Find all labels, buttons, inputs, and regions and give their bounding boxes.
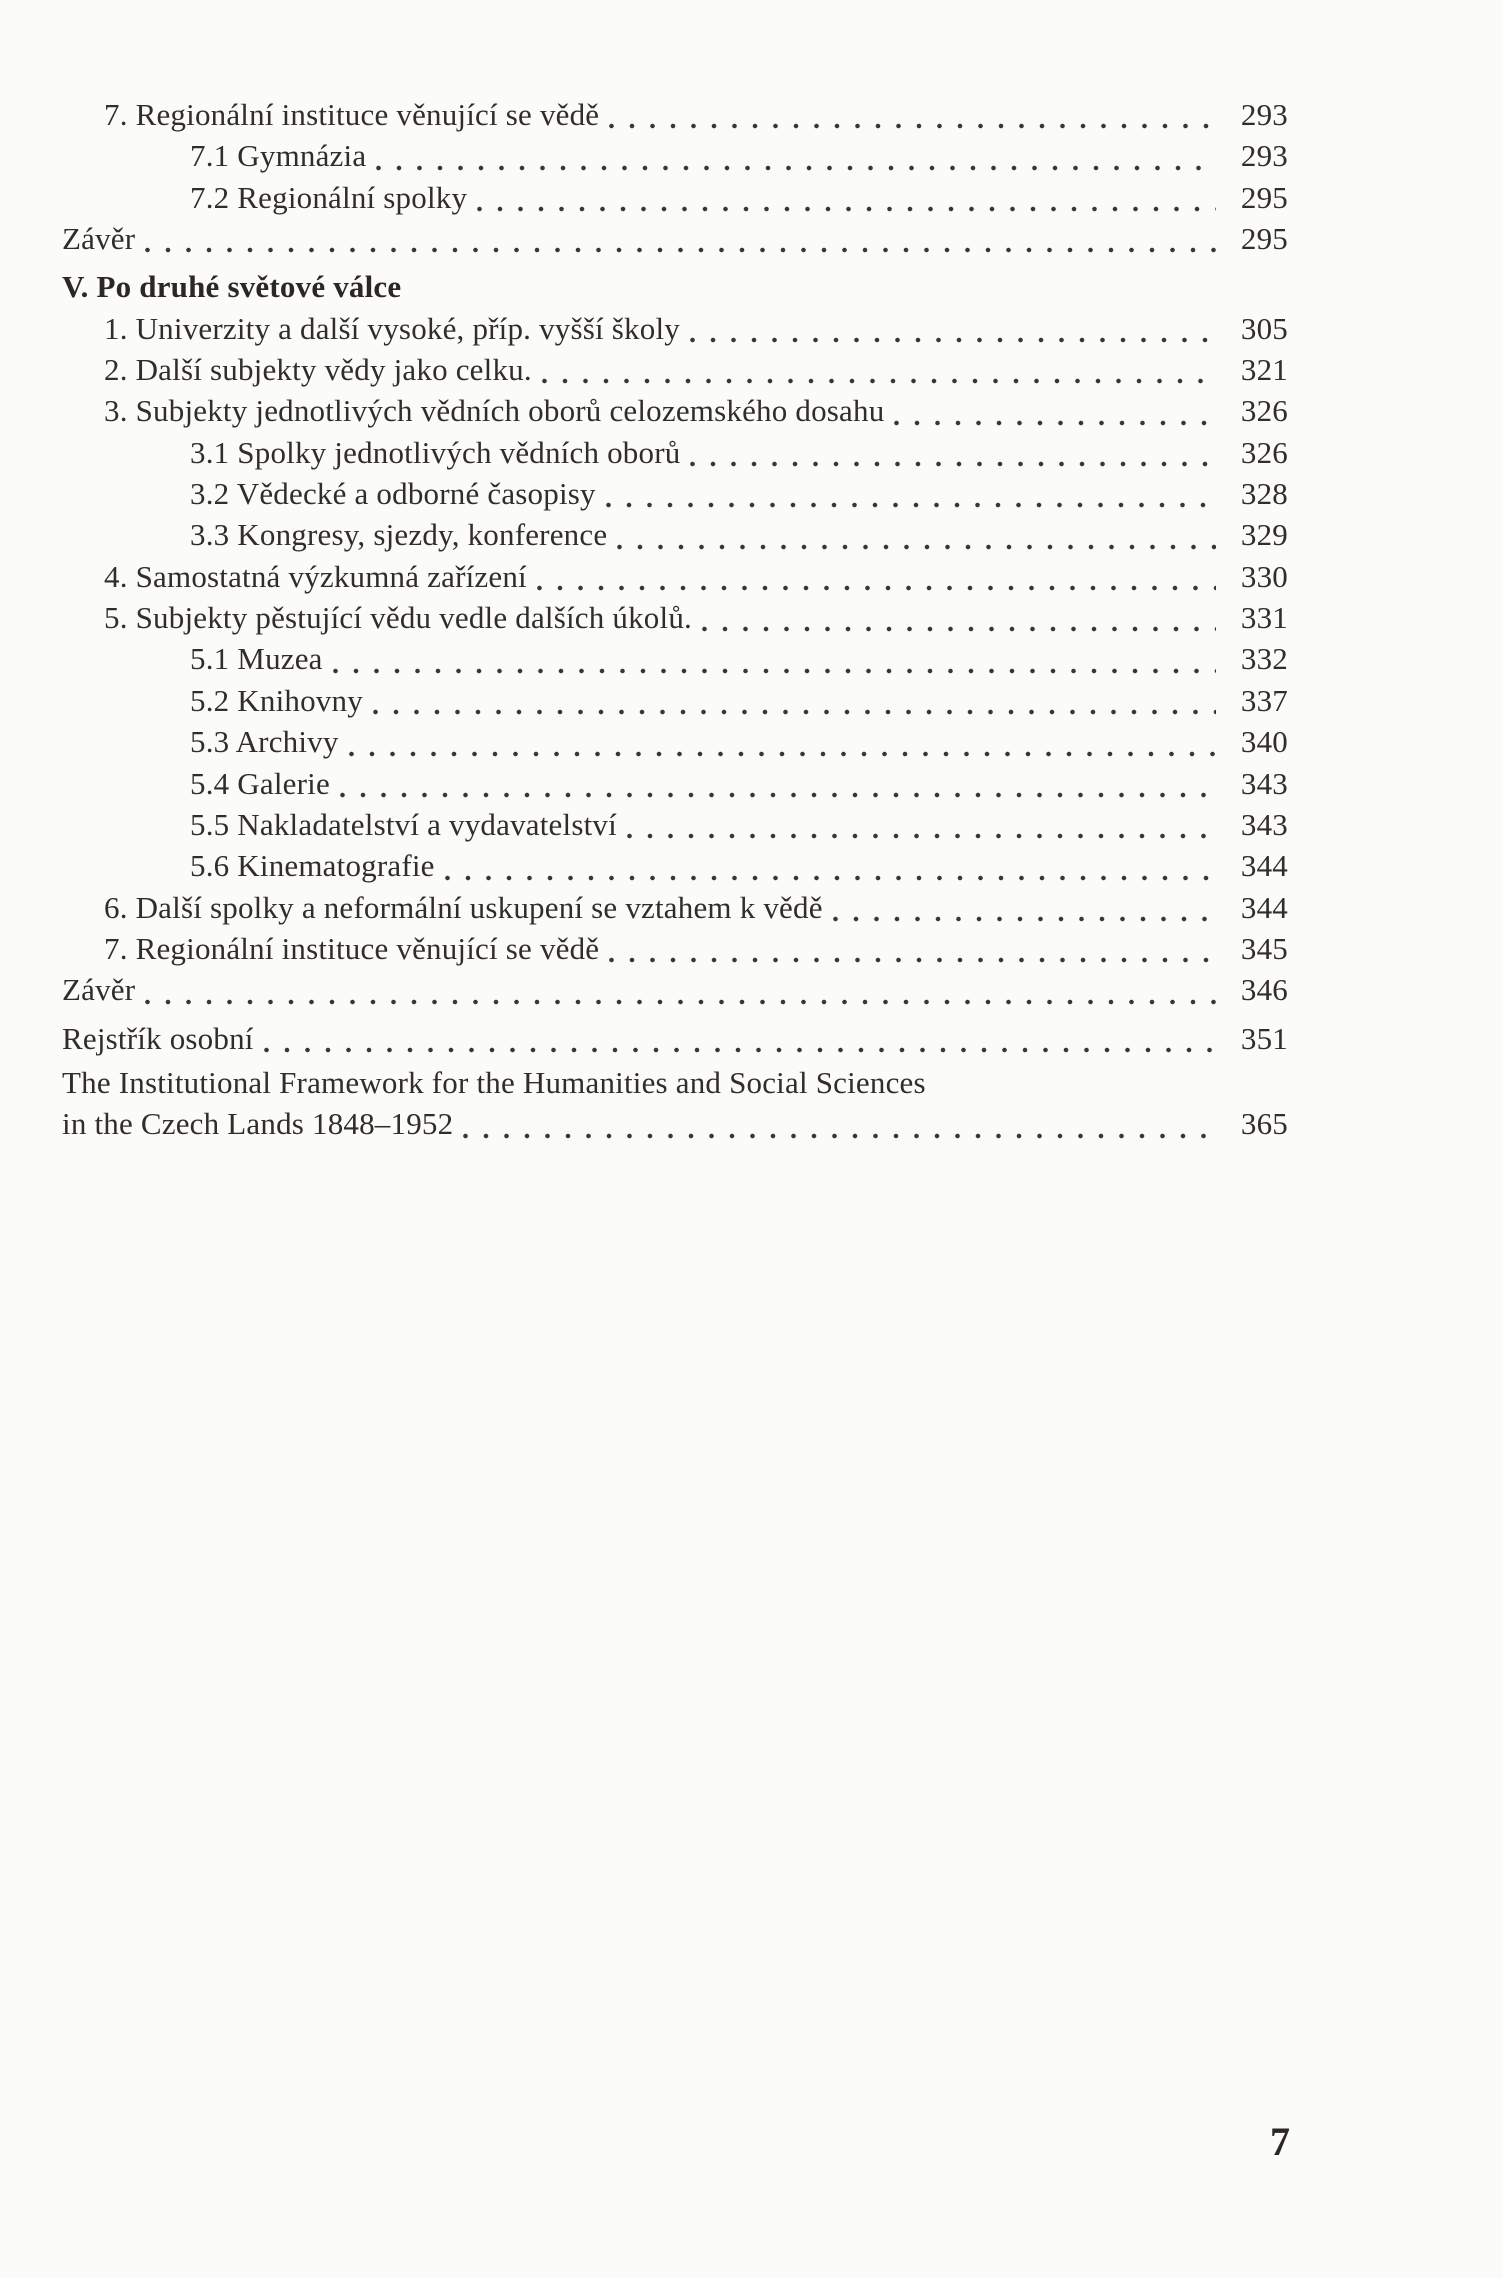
toc-entry — [62, 597, 1288, 638]
toc-entry-label: 7. Regionální instituce věnující se vědě — [104, 930, 600, 966]
toc-entry-label: Závěr — [62, 221, 136, 257]
toc-entry-label: 5. Subjekty pěstující vědu vedle dalších úkolů. — [104, 600, 692, 636]
toc-entry — [62, 638, 1288, 679]
toc-entry-label: 3. Subjekty jednotlivých vědních oborů celozemského dosahu — [104, 393, 885, 429]
toc-entry — [62, 804, 1288, 845]
toc-entry — [62, 969, 1288, 1010]
toc-entry-label: 5.6 Kinematografie — [190, 848, 435, 884]
toc-entry — [62, 556, 1288, 597]
dot-leader — [626, 828, 1216, 840]
dot-leader — [462, 1128, 1216, 1140]
toc-entry-page-number: 305 — [1240, 310, 1288, 346]
toc-entry-label: 2. Další subjekty vědy jako celku. — [104, 352, 532, 388]
toc-entry — [62, 218, 1288, 259]
table-of-contents — [62, 94, 1288, 1145]
toc-entry-page-number: 344 — [1240, 889, 1288, 925]
toc-section-heading — [62, 266, 1288, 307]
toc-entry-label: Rejstřík osobní — [62, 1020, 254, 1056]
toc-entry — [62, 432, 1288, 473]
toc-entry — [62, 514, 1288, 555]
dot-leader — [832, 911, 1216, 923]
toc-entry — [62, 473, 1288, 514]
toc-entry-label: 5.2 Knihovny — [190, 682, 363, 718]
dot-leader — [536, 580, 1216, 592]
toc-entry-label: 7.2 Regionální spolky — [190, 179, 468, 215]
toc-entry-label: 7.1 Gymnázia — [190, 138, 367, 174]
dot-leader — [263, 1042, 1216, 1054]
dot-leader — [608, 118, 1216, 130]
page-number-footer: 7 — [1270, 2119, 1290, 2164]
toc-entry — [62, 1103, 1288, 1144]
toc-entry-label: 3.2 Vědecké a odborné časopisy — [190, 476, 596, 512]
toc-entry — [62, 763, 1288, 804]
toc-entry — [62, 1018, 1288, 1059]
toc-entry-page-number: 293 — [1240, 138, 1288, 174]
toc-entry-page-number: 345 — [1240, 930, 1288, 966]
dot-leader — [893, 415, 1216, 427]
toc-entry-label: 5.3 Archivy — [190, 724, 339, 760]
toc-entry-label: 1. Univerzity a další vysoké, příp. vyšší školy — [104, 310, 680, 346]
toc-entry-page-number: 346 — [1240, 972, 1288, 1008]
toc-entry-page-number: 293 — [1240, 97, 1288, 132]
dot-leader — [541, 373, 1216, 385]
dot-leader — [348, 746, 1216, 758]
toc-entry — [62, 308, 1288, 349]
toc-entry-page-number: 326 — [1240, 434, 1288, 470]
toc-entry — [62, 1062, 1288, 1103]
toc-entry-page-number: 344 — [1240, 848, 1288, 884]
toc-entry — [62, 349, 1288, 390]
toc-entry-label: 4. Samostatná výzkumná zařízení — [104, 558, 527, 594]
dot-leader — [608, 952, 1216, 964]
toc-entry-page-number: 340 — [1240, 724, 1288, 760]
toc-entry-page-number: 328 — [1240, 476, 1288, 512]
toc-entry — [62, 680, 1288, 721]
dot-leader — [701, 621, 1216, 633]
toc-entry — [62, 928, 1288, 969]
toc-entry-label: 5.4 Galerie — [190, 765, 330, 801]
dot-leader — [375, 160, 1216, 172]
toc-entry-label: V. Po druhé světové válce — [62, 269, 402, 305]
toc-entry-page-number: 330 — [1240, 558, 1288, 594]
toc-entry — [62, 887, 1288, 928]
toc-entry-page-number: 326 — [1240, 393, 1288, 429]
toc-entry-label: 6. Další spolky a neformální uskupení se vztahem k vědě — [104, 889, 823, 925]
toc-entry-page-number: 343 — [1240, 806, 1288, 842]
toc-entry-label: 3.3 Kongresy, sjezdy, konference — [190, 517, 608, 553]
toc-entry-label: 5.5 Nakladatelství a vydavatelství — [190, 806, 617, 842]
dot-leader — [616, 539, 1216, 551]
dot-leader — [372, 704, 1216, 716]
toc-entry — [62, 177, 1288, 218]
toc-entry-label: The Institutional Framework for the Humanities and Social Sciences — [62, 1064, 926, 1100]
dot-leader — [444, 870, 1216, 882]
dot-leader — [339, 787, 1216, 799]
dot-leader — [689, 456, 1216, 468]
toc-entry-page-number: 365 — [1240, 1106, 1288, 1142]
toc-entry-label: Závěr — [62, 972, 136, 1008]
toc-entry-page-number: 329 — [1240, 517, 1288, 553]
toc-entry-page-number: 331 — [1240, 600, 1288, 636]
toc-entry-page-number: 321 — [1240, 352, 1288, 388]
toc-entry-page-number: 343 — [1240, 765, 1288, 801]
toc-entry-label: 5.1 Muzea — [190, 641, 323, 677]
toc-entry-label: 3.1 Spolky jednotlivých vědních oborů — [190, 434, 681, 470]
dot-leader — [144, 994, 1216, 1006]
toc-entry — [62, 135, 1288, 176]
toc-entry-label: 7. Regionální instituce věnující se vědě — [104, 97, 600, 132]
dot-leader — [144, 242, 1216, 254]
toc-entry-label: in the Czech Lands 1848–1952 — [62, 1106, 454, 1142]
toc-entry-page-number: 295 — [1240, 221, 1288, 257]
dot-leader — [689, 332, 1216, 344]
dot-leader — [332, 663, 1216, 675]
toc-entry — [62, 94, 1288, 135]
toc-entry — [62, 721, 1288, 762]
toc-entry-page-number: 337 — [1240, 682, 1288, 718]
toc-entry — [62, 390, 1288, 431]
toc-entry — [62, 845, 1288, 886]
dot-leader — [476, 201, 1216, 213]
toc-entry-page-number: 351 — [1240, 1020, 1288, 1056]
toc-entry-page-number: 332 — [1240, 641, 1288, 677]
toc-entry-page-number: 295 — [1240, 179, 1288, 215]
dot-leader — [605, 497, 1216, 509]
